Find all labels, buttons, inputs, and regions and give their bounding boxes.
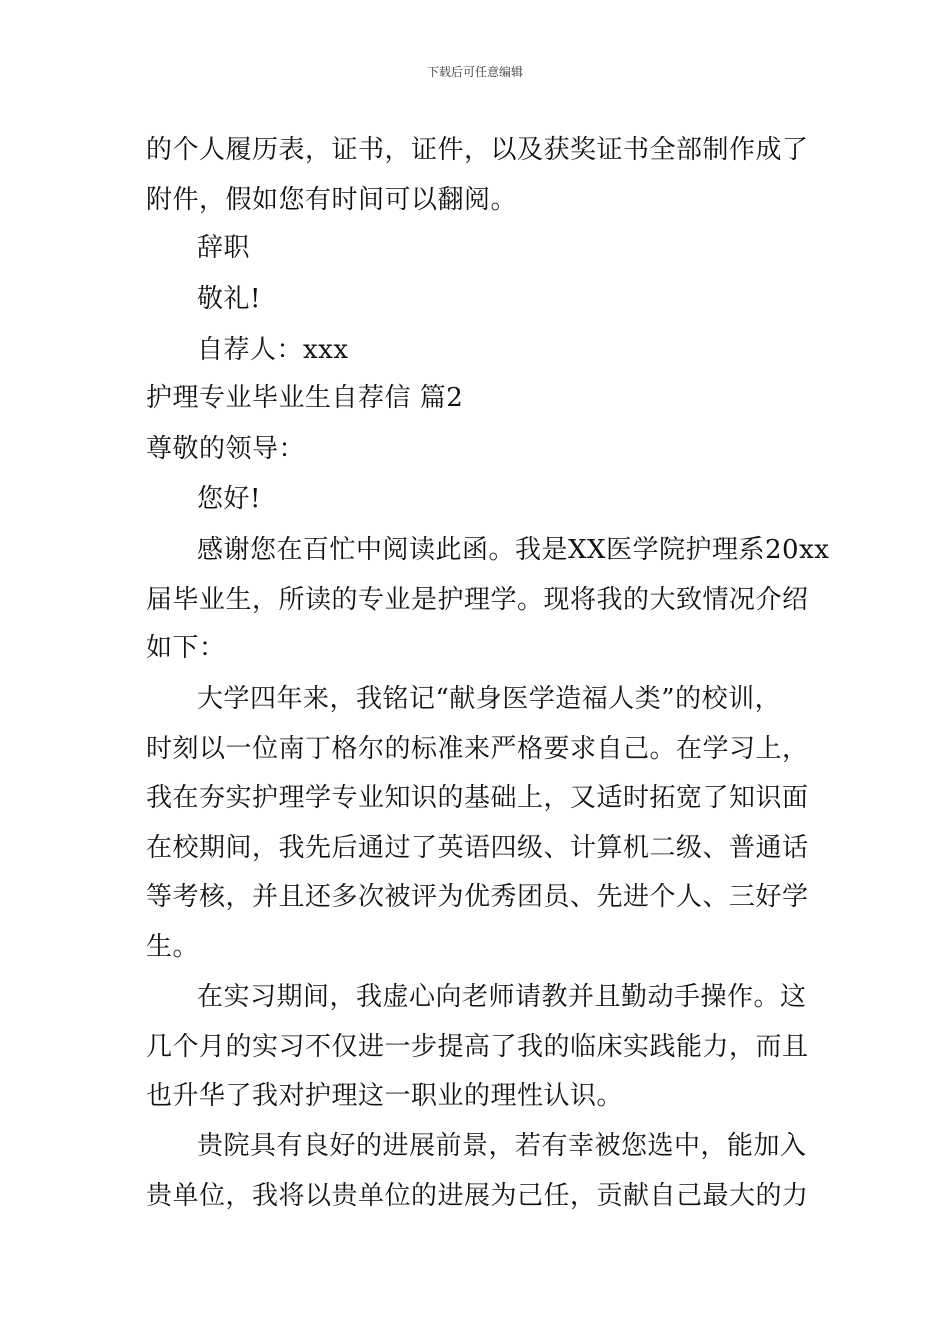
closing-phrase: 辞职: [197, 233, 251, 263]
paragraph-line: 的个人履历表，证书，证件，以及获奖证书全部制作成了: [146, 135, 809, 165]
paragraph-line: 大学四年来，我铭记“献身医学造福人类”的校训，: [197, 684, 782, 714]
page-header-note: 下载后可任意编辑: [426, 65, 523, 79]
paragraph-line: 届毕业生，所读的专业是护理学。现将我的大致情况介绍: [146, 585, 809, 615]
paragraph-line: 我在夯实护理学专业知识的基础上，又适时拓宽了知识面: [146, 783, 809, 813]
paragraph-line: 如下：: [146, 633, 226, 663]
paragraph-line: 在校期间，我先后通过了英语四级、计算机二级、普通话: [146, 833, 809, 863]
greeting-recipient: 尊敬的领导：: [146, 434, 306, 464]
paragraph-line: 也升华了我对护理这一职业的理性认识。: [146, 1081, 624, 1111]
paragraph-line: 贵院具有良好的进展前景，若有幸被您选中，能加入: [197, 1131, 807, 1161]
paragraph-line: 贵单位，我将以贵单位的进展为己任，贡献自己最大的力: [146, 1181, 809, 1211]
paragraph-line: 时刻以一位南丁格尔的标准来严格要求自己。在学习上，: [146, 734, 809, 764]
paragraph-line: 在实习期间，我虚心向老师请教并且勤动手操作。这: [197, 982, 807, 1012]
section-title: 护理专业毕业生自荐信 篇2: [146, 383, 464, 413]
paragraph-line: 附件，假如您有时间可以翻阅。: [146, 185, 518, 215]
paragraph-line: 生。: [146, 932, 200, 962]
greeting: 您好!: [197, 484, 261, 514]
signature-line: 自荐人：xxx: [197, 335, 349, 365]
paragraph-line: 等考核，并且还多次被评为优秀团员、先进个人、三好学: [146, 882, 809, 912]
paragraph-line: 感谢您在百忙中阅读此函。我是XX医学院护理系20xx: [197, 535, 830, 565]
paragraph-line: 几个月的实习不仅进一步提高了我的临床实践能力，而且: [146, 1032, 809, 1062]
salutation-closing: 敬礼!: [197, 284, 261, 314]
